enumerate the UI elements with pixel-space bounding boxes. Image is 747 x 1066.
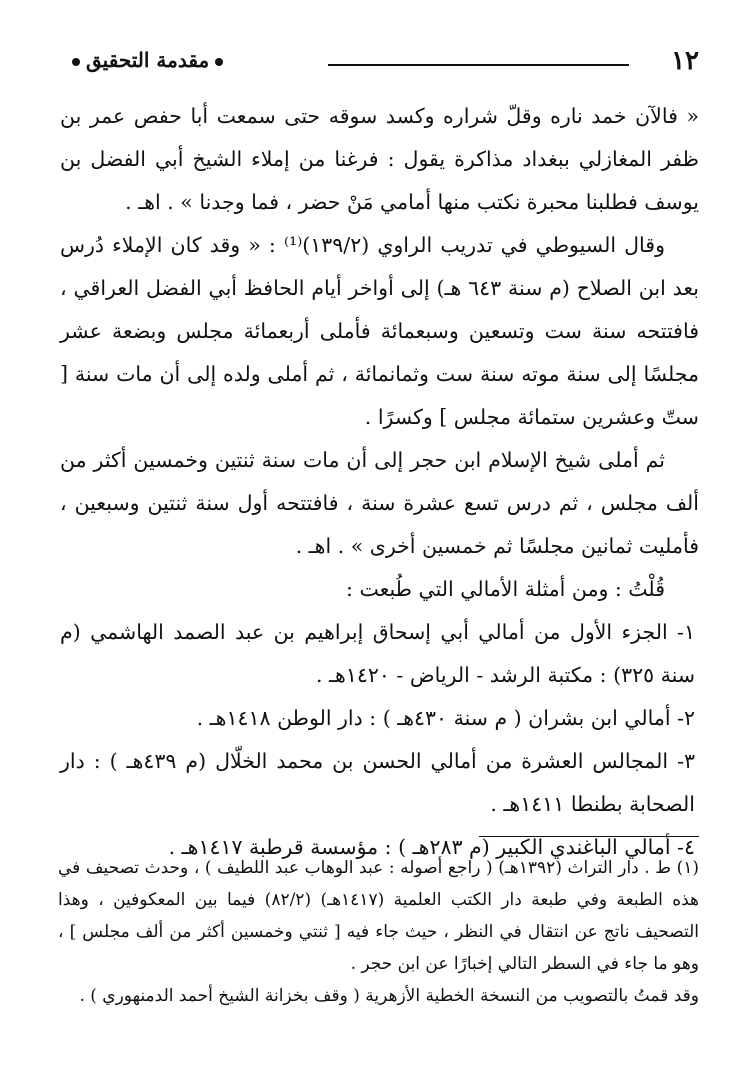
footnote-1-continuation: وقد قمتُ بالتصويب من النسخة الخطية الأزهرية ( وقف بخزانة الشيخ أحمد الدمنهوري ) .: [79, 986, 699, 1006]
running-title-text: مقدمة التحقيق: [86, 48, 210, 72]
footnote-1: (١) ط . دار التراث (١٣٩٢هـ) ( راجع أصوله : عبد الوهاب عبد اللطيف ) ، وحدث تصحيف في هذه الطبعة وفي طبعة دار الكتب العلمية (١٤١٧هـ) (٨٢/٢) فيما بين المعكوفين ، وهذا التصحيف ناتج عن انتقال في النظر ، حيث جاء فيه [ ثنتي وخمسين أكثر من ألف مجلس ] ، وهو ما جاء في السطر التالي إخبارًا عن ابن حجر .: [58, 858, 699, 974]
main-text: [60, 95, 699, 869]
paragraph-quote-end: « فالآن خمد ناره وقلّ شراره وكسد سوقه حتى سمعت أبا حفص عمر بن ظفر المغازلي ببغداد مذاكرة يقول : فرغنا من إملاء الشيخ أبي الفضل بن يوسف فطلبنا محبرة نكتب منها أمامي مَنْ حضر ، فما وجدنا » . اهـ .: [60, 104, 699, 214]
bullet-icon: [215, 58, 223, 66]
paragraph-examples-intro: قُلْتُ : ومن أمثلة الأمالي التي طُبعت :: [346, 577, 665, 601]
paragraph-suyuti: وقال السيوطي في تدريب الراوي (١٣٩/٢)⁽¹⁾ : « وقد كان الإملاء دُرس بعد ابن الصلاح (م سنة ٦٤٣ هـ) إلى أواخر أيام الحافظ أبي الفضل العراقي ، فافتتحه سنة ست وتسعين وسبعمائة فأملى أربعمائة مجلس وبضعة عشر مجلسًا إلى سنة موته سنة ست وثمانمائة ، ثم أملى ولده إلى أن مات سنة [ ستّ وعشرين ستمائة مجلس ] وكسرًا .: [60, 233, 699, 429]
page-number: ١٢: [671, 46, 699, 76]
footnotes: [58, 852, 699, 1012]
header-rule: [328, 64, 629, 66]
running-title: [66, 48, 229, 72]
list-item: ١- الجزء الأول من أمالي أبي إسحاق إبراهيم بن عبد الصمد الهاشمي (م سنة ٣٢٥) : مكتبة الرشد - الرياض - ١٤٢٠هـ .: [60, 620, 695, 687]
list-item: ٢- أمالي ابن بشران ( م سنة ٤٣٠هـ ) : دار الوطن ١٤١٨هـ .: [196, 706, 695, 730]
footnote-divider: [479, 836, 699, 837]
list-item: ٣- المجالس العشرة من أمالي الحسن بن محمد الخلّال (م ٤٣٩هـ ) : دار الصحابة بطنطا ١٤١١هـ .: [60, 749, 696, 816]
paragraph-ibn-hajar: ثم أملى شيخ الإسلام ابن حجر إلى أن مات سنة ثنتين وخمسين أكثر من ألف مجلس ، ثم درس تسع عشرة سنة ، فافتتحه أول سنة ثنتين وسبعين ، فأمليت ثمانين مجلسًا ثم خمسين أخرى » . اهـ .: [60, 448, 699, 558]
page-header: [60, 40, 699, 80]
list-item: ٤- أمالي الباغندي الكبير (م ٢٨٣هـ ) : مؤسسة قرطبة ١٤١٧هـ .: [168, 835, 695, 859]
bullet-icon: [72, 58, 80, 66]
